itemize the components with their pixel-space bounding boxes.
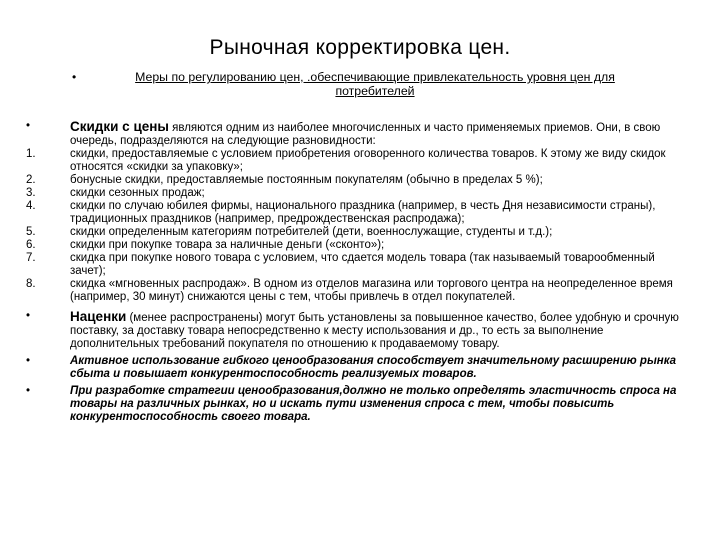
list-number: 4. xyxy=(26,200,36,212)
list-number: 1. xyxy=(26,148,36,160)
active-pricing-bullet: • xyxy=(26,355,31,367)
strategy-bullet: • xyxy=(26,385,31,397)
list-text: скидки сезонных продаж; xyxy=(70,187,205,199)
markups-text: (менее распространены) могут быть установлены за повышенное качество, более удобную и срочную поставку, за доставку товара непосредственно к месту использования и др., то есть за выполнение дополнительных требований покупателя по отношению к продаваемому товару. xyxy=(70,312,679,350)
list-text: скидки по случаю юбилея фирмы, национального праздника (например, в честь Дня независимости страны), традиционных праздников (например, предрождественская распродажа); xyxy=(70,200,656,225)
list-number: 5. xyxy=(26,226,36,238)
intro-lead: Скидки с цены xyxy=(70,119,169,134)
list-number: 8. xyxy=(26,278,36,290)
list-item xyxy=(0,252,720,278)
markups-lead: Наценки xyxy=(70,309,127,324)
list-number: 7. xyxy=(26,252,36,264)
markups-item xyxy=(0,310,720,351)
intro-text: являются одним из наиболее многочисленных и часто применяемых приемов. Они, в свою очередь, подразделяются на следующие разновидности: xyxy=(70,122,661,147)
list-item xyxy=(0,174,720,187)
strategy-item xyxy=(0,385,720,424)
list-item xyxy=(0,148,720,174)
list-number: 6. xyxy=(26,239,36,251)
list-item xyxy=(0,200,720,226)
markups-bullet: • xyxy=(26,310,31,322)
list-item xyxy=(0,226,720,239)
active-pricing-item xyxy=(0,355,720,381)
subtitle-bullet: • xyxy=(72,70,77,84)
list-text: скидки, предоставляемые с условием приобретения оговоренного количества товаров. К этому же виду скидок относятся «скидки за упаковку»; xyxy=(70,148,666,173)
subtitle-text: Меры по регулированию цен, .обеспечивающие привлекательность уровня цен для потребителей xyxy=(135,70,615,98)
active-pricing-text: Активное использование гибкого ценообразования способствует значительному расширению рынка сбыта и повышает конкурентоспособность реализуемых товаров. xyxy=(70,355,677,380)
list-item xyxy=(0,187,720,200)
list-text: скидки при покупке товара за наличные деньги («сконто»); xyxy=(70,239,385,251)
intro-bullet: • xyxy=(26,120,31,132)
page-title: Рыночная корректировка цен. xyxy=(209,36,511,59)
list-text: скидки определенным категориям потребителей (дети, военнослужащие, студенты и т.д.); xyxy=(70,226,553,238)
list-item xyxy=(0,239,720,252)
intro-item xyxy=(0,120,720,148)
strategy-text: При разработке стратегии ценообразования,должно не только определять эластичность спроса на товары на различных рынках, но и искать пути изменения спроса с тем, чтобы повысить конкурентоспособность своего товара. xyxy=(70,385,677,423)
list-text: скидка при покупке нового товара с условием, что сдается модель товара (так называемый товарообменный зачет); xyxy=(70,252,655,277)
list-number: 2. xyxy=(26,174,36,186)
list-number: 3. xyxy=(26,187,36,199)
list-text: бонусные скидки, предоставляемые постоянным покупателям (обычно в пределах 5 %); xyxy=(70,174,543,186)
list-item xyxy=(0,278,720,304)
list-text: скидка «мгновенных распродаж». В одном из отделов магазина или торгового центра на неопределенное время (например, 30 минут) снижаются цены с тем, чтобы привлечь в отдел покупателей. xyxy=(70,278,673,303)
content xyxy=(0,120,720,424)
